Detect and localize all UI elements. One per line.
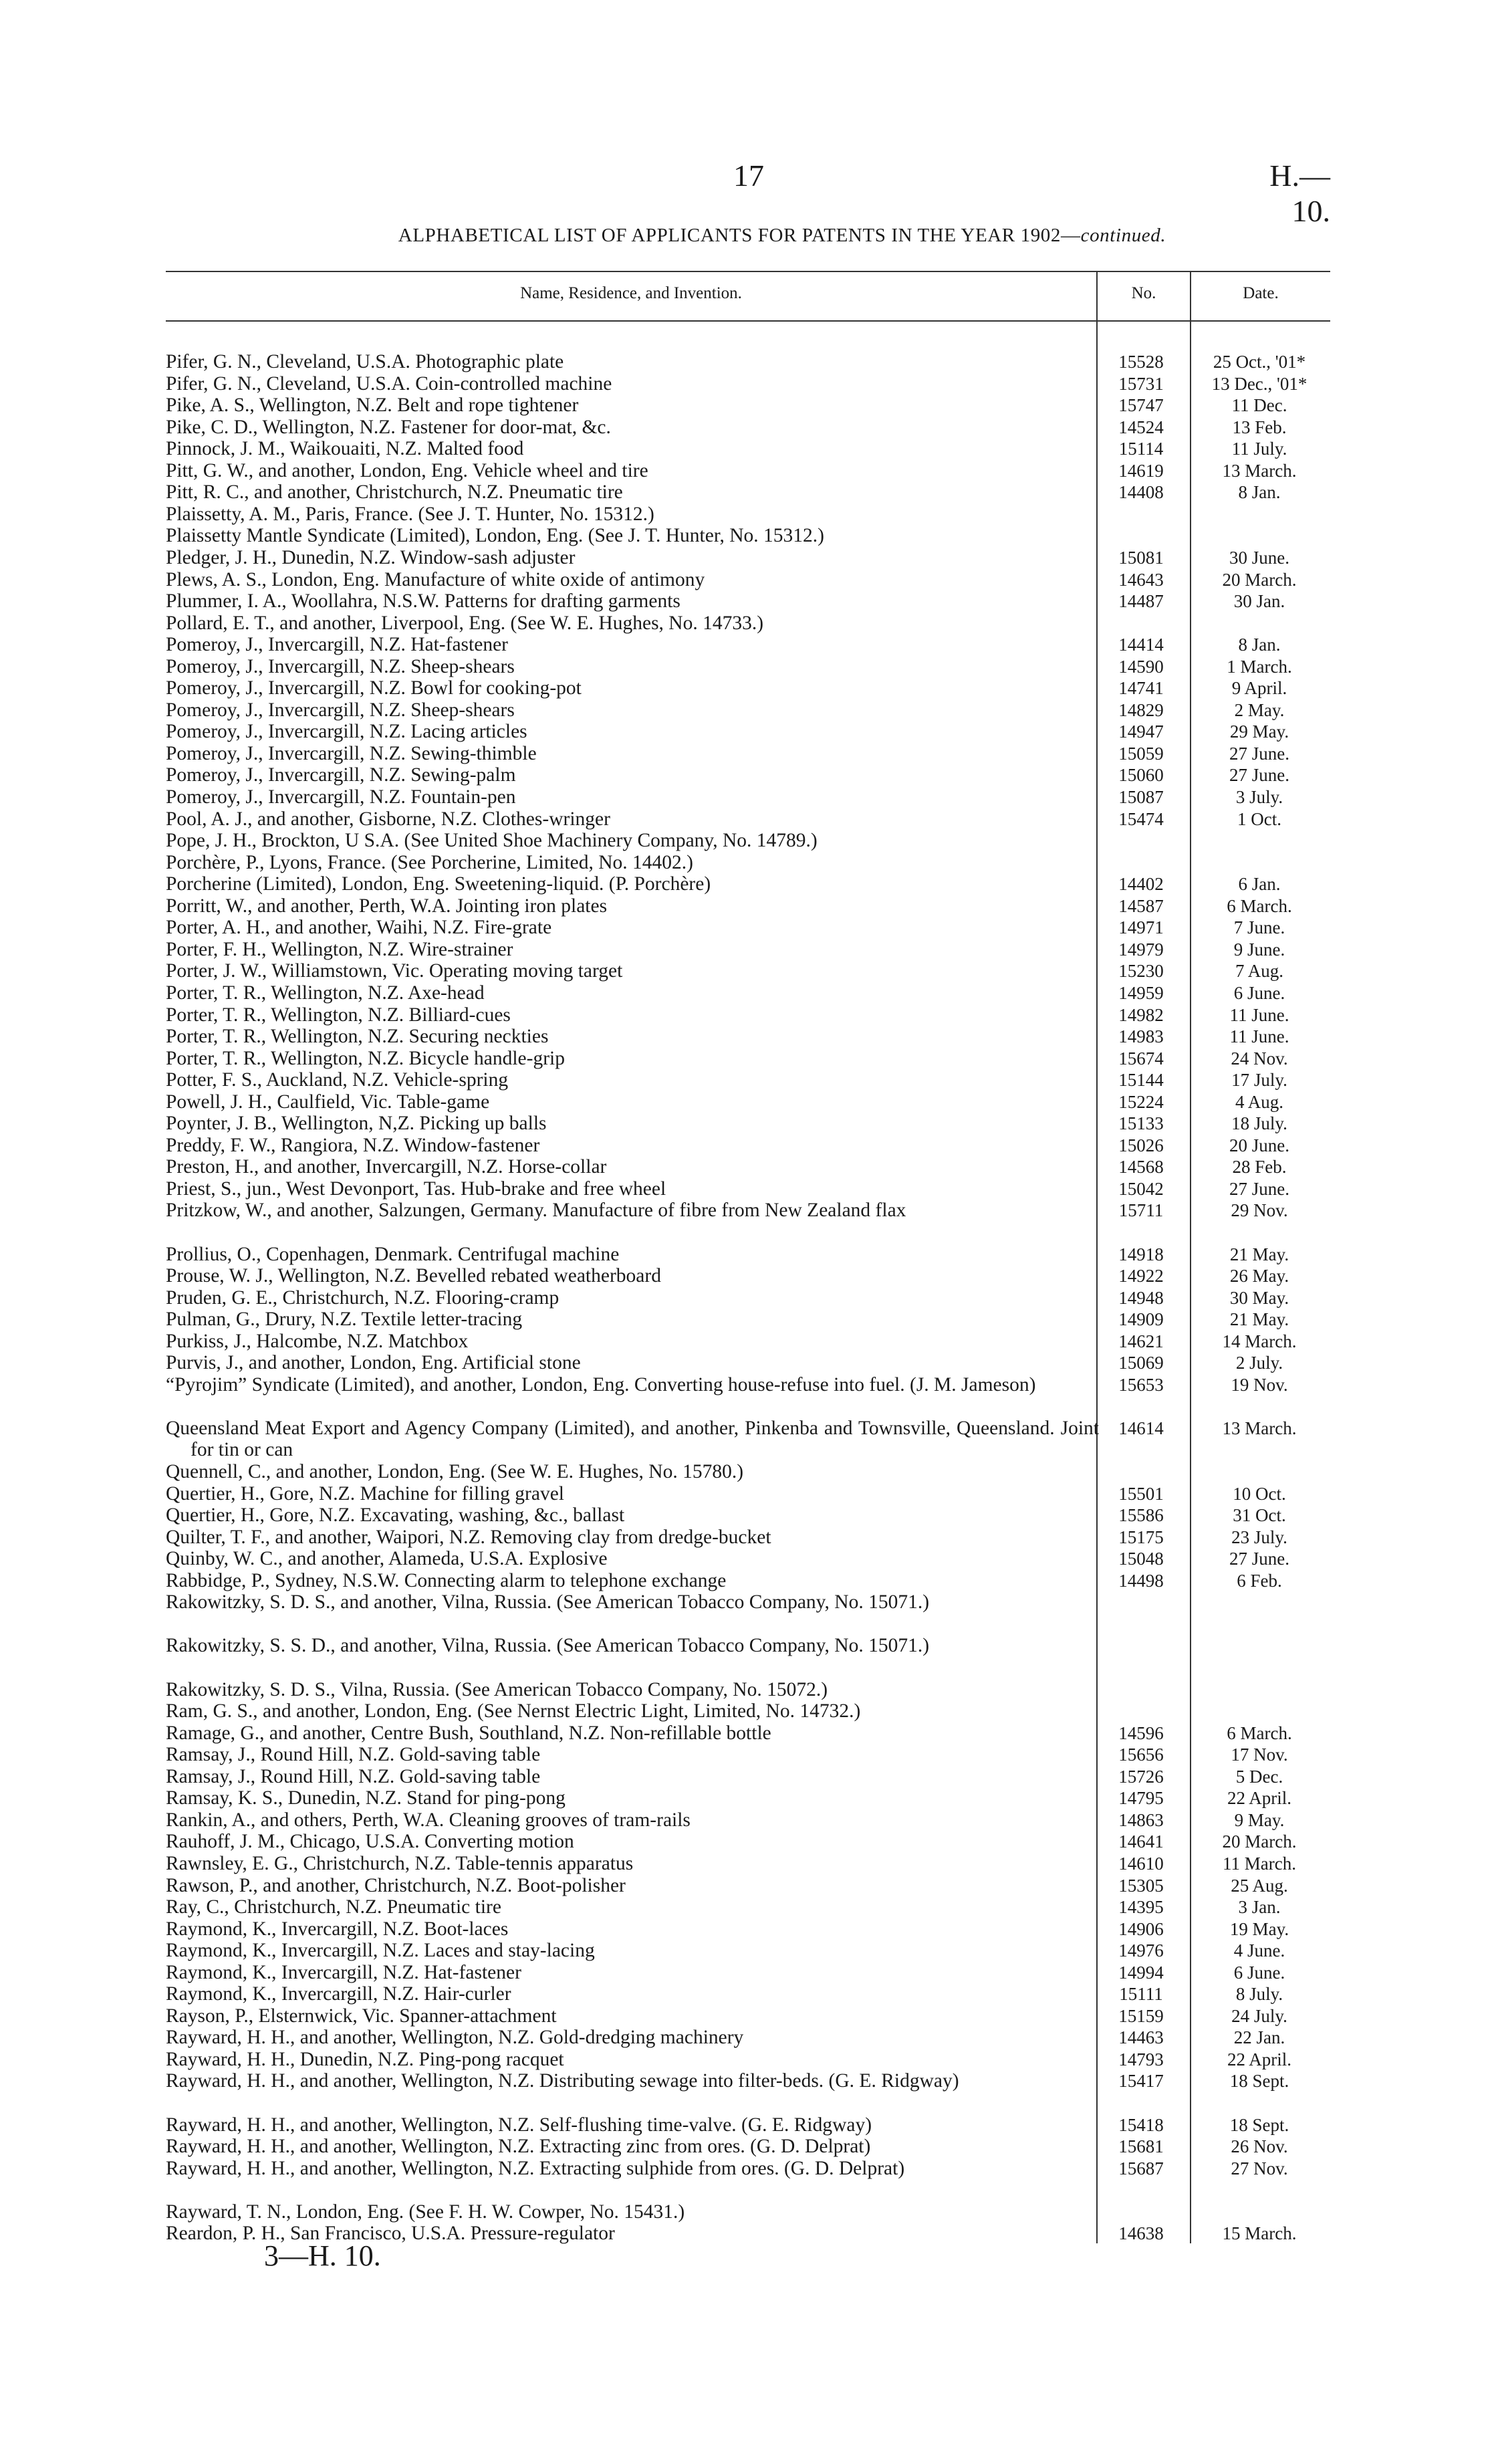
application-date: 13 March. [1222, 460, 1297, 481]
application-date: 25 Oct., '01* [1213, 352, 1306, 372]
patent-number: 14829 [1118, 699, 1164, 720]
application-date: 8 July. [1235, 1984, 1283, 2005]
applicant-entry: Porter, T. R., Wellington, N.Z. Securing neckties [166, 1026, 549, 1048]
applicant-entry: Plummer, I. A., Woollahra, N.S.W. Patterns for drafting garments [166, 590, 680, 612]
applicant-entry: Pulman, G., Drury, N.Z. Textile letter-tracing [166, 1309, 523, 1331]
application-date: 27 June. [1229, 1178, 1289, 1199]
application-date: 30 June. [1229, 547, 1289, 568]
application-date: 31 Oct. [1233, 1505, 1286, 1526]
applicant-entry: Ramsay, J., Round Hill, N.Z. Gold-saving table [166, 1765, 541, 1787]
page-number: 17 [733, 158, 764, 193]
application-date: 27 June. [1229, 743, 1289, 764]
application-date: 23 July. [1231, 1527, 1287, 1547]
patent-number: 14918 [1118, 1244, 1164, 1264]
application-date: 8 Jan. [1238, 635, 1281, 655]
applicant-entry: Raymond, K., Invercargill, N.Z. Boot-laces [166, 1918, 509, 1940]
patent-number: 14959 [1118, 982, 1164, 1003]
application-date: 6 Feb. [1237, 1570, 1282, 1591]
applicant-entry: Preston, H., and another, Invercargill, N.Z. Horse-collar [166, 1156, 607, 1178]
applicant-entry: Pomeroy, J., Invercargill, N.Z. Sewing-palm [166, 764, 516, 786]
applicant-entry: Purkiss, J., Halcombe, N.Z. Matchbox [166, 1330, 469, 1352]
applicant-entry: Pomeroy, J., Invercargill, N.Z. Bowl for cooking-pot [166, 677, 582, 699]
applicant-entry: Rayward, H. H., and another, Wellington, N.Z. Self-flushing time-valve. (G. E. Ridgway) [166, 2114, 872, 2136]
patent-number: 14971 [1118, 917, 1164, 938]
applicant-entry: Pomeroy, J., Invercargill, N.Z. Sheep-shears [166, 699, 515, 721]
patent-number: 15305 [1118, 1875, 1164, 1896]
patent-number: 14610 [1118, 1853, 1164, 1874]
patent-number: 15731 [1118, 373, 1164, 394]
patent-number: 15681 [1118, 2136, 1164, 2157]
application-date: 19 May. [1229, 1918, 1289, 1939]
application-date: 1 March. [1227, 656, 1292, 677]
applicant-entry: Ramage, G., and another, Centre Bush, Southland, N.Z. Non-refillable bottle [166, 1722, 771, 1744]
applicant-entry: Pomeroy, J., Invercargill, N.Z. Sheep-shears [166, 655, 515, 677]
applicant-entry: Ram, G. S., and another, London, Eng. (See Nernst Electric Light, Limited, No. 14732.) [166, 1700, 861, 1722]
applicant-entry: Potter, F. S., Auckland, N.Z. Vehicle-spring [166, 1069, 509, 1091]
column-header-name: Name, Residence, and Invention. [520, 284, 742, 302]
patent-number: 15042 [1118, 1178, 1164, 1199]
application-date: 24 July. [1231, 2005, 1287, 2026]
applicant-entry: Plews, A. S., London, Eng. Manufacture of white oxide of antimony [166, 568, 705, 590]
applicant-entry: Rankin, A., and others, Perth, W.A. Cleaning grooves of tram-rails [166, 1809, 691, 1831]
applicant-entry: Pool, A. J., and another, Gisborne, N.Z. Clothes-wringer [166, 808, 610, 830]
patent-number: 15059 [1118, 743, 1164, 764]
patent-number: 14568 [1118, 1157, 1164, 1178]
patent-number: 14641 [1118, 1831, 1164, 1852]
application-date: 13 Feb. [1232, 417, 1287, 437]
applicant-entry: Rayward, T. N., London, Eng. (See F. H. W. Cowper, No. 15431.) [166, 2201, 685, 2223]
applicant-entry: Rayward, H. H., and another, Wellington, N.Z. Extracting zinc from ores. (G. D. Delprat) [166, 2136, 871, 2158]
patent-number: 15726 [1118, 1766, 1164, 1787]
patent-number: 15653 [1118, 1374, 1164, 1395]
patent-number: 15060 [1118, 765, 1164, 786]
page-signature: 3—H. 10. [264, 2239, 381, 2272]
patent-number: 15674 [1118, 1048, 1164, 1069]
patent-number: 15144 [1118, 1070, 1164, 1091]
patent-number: 14619 [1118, 460, 1164, 481]
patent-number: 14795 [1118, 1788, 1164, 1809]
applicant-entry: Preddy, F. W., Rangiora, N.Z. Window-fastener [166, 1134, 540, 1156]
applicant-entry: Porter, T. R., Wellington, N.Z. Bicycle handle-grip [166, 1047, 565, 1069]
patent-number: 15656 [1118, 1745, 1164, 1765]
application-date: 11 Dec. [1231, 395, 1287, 416]
application-date: 25 Aug. [1231, 1875, 1288, 1896]
application-date: 9 May. [1234, 1809, 1285, 1830]
patent-number: 14498 [1118, 1570, 1164, 1591]
application-date: 17 July. [1231, 1070, 1287, 1091]
application-date: 29 May. [1229, 721, 1289, 742]
patent-number: 14906 [1118, 1918, 1164, 1939]
patent-number: 14408 [1118, 482, 1164, 503]
applicant-entry: Pike, C. D., Wellington, N.Z. Fastener for door-mat, &c. [166, 416, 611, 438]
application-date: 29 Nov. [1231, 1200, 1288, 1221]
application-date: 5 Dec. [1235, 1766, 1283, 1787]
applicant-entry: Pomeroy, J., Invercargill, N.Z. Lacing articles [166, 721, 527, 743]
applicant-entry: Quennell, C., and another, London, Eng. (See W. E. Hughes, No. 15780.) [166, 1461, 744, 1483]
patent-number: 14982 [1118, 1004, 1164, 1025]
applicant-entry: Poynter, J. B., Wellington, N,Z. Picking up balls [166, 1113, 547, 1135]
applicant-entry: Raymond, K., Invercargill, N.Z. Hair-curler [166, 1983, 511, 2005]
application-date: 14 March. [1222, 1331, 1297, 1351]
application-date: 3 July. [1235, 787, 1283, 807]
application-date: 27 June. [1229, 1549, 1289, 1569]
applicant-entry: Porter, F. H., Wellington, N.Z. Wire-strainer [166, 938, 513, 960]
application-date: 18 July. [1231, 1113, 1287, 1134]
applicant-entry: Rawnsley, E. G., Christchurch, N.Z. Table-tennis apparatus [166, 1852, 634, 1874]
patent-number: 14922 [1118, 1266, 1164, 1286]
applicant-entry: Prouse, W. J., Wellington, N.Z. Bevelled rebated weatherboard [166, 1265, 661, 1287]
patent-number: 14994 [1118, 1962, 1164, 1983]
application-date: 6 June. [1233, 982, 1285, 1003]
applicant-entry: Rayward, H. H., Dunedin, N.Z. Ping-pong racquet [166, 2048, 564, 2070]
application-date: 20 March. [1222, 1831, 1297, 1852]
patent-number: 14979 [1118, 939, 1164, 960]
application-date: 15 March. [1222, 2223, 1297, 2244]
applicant-entry: Rabbidge, P., Sydney, N.S.W. Connecting alarm to telephone exchange [166, 1569, 727, 1591]
applicant-entry: Priest, S., jun., West Devonport, Tas. Hub-brake and free wheel [166, 1178, 666, 1200]
patent-number: 14793 [1118, 2049, 1164, 2069]
applicant-entry: Plaissetty, A. M., Paris, France. (See J. T. Hunter, No. 15312.) [166, 503, 654, 525]
application-date: 4 Aug. [1235, 1091, 1283, 1112]
application-date: 22 April. [1227, 2049, 1291, 2069]
applicant-entry: “Pyrojim” Syndicate (Limited), and another, London, Eng. Converting house-refuse into fuel. (J. M. Jameson) [166, 1373, 1036, 1395]
applicant-entry: Pomeroy, J., Invercargill, N.Z. Hat-fastener [166, 634, 508, 656]
application-date: 20 March. [1222, 569, 1297, 590]
applicant-entry: Rayward, H. H., and another, Wellington, N.Z. Gold-dredging machinery [166, 2027, 744, 2049]
patent-number: 14463 [1118, 2027, 1164, 2048]
applicant-entry: Quertier, H., Gore, N.Z. Machine for filling gravel [166, 1482, 564, 1504]
patent-number: 14590 [1118, 656, 1164, 677]
applicant-entry: Pritzkow, W., and another, Salzungen, Germany. Manufacture of fibre from New Zealand flax [166, 1200, 906, 1222]
patent-number: 15133 [1118, 1113, 1164, 1134]
applicant-entry: Ramsay, K. S., Dunedin, N.Z. Stand for ping-pong [166, 1787, 566, 1809]
application-date: 6 June. [1233, 1962, 1285, 1983]
column-header-number: No. [1131, 284, 1156, 302]
application-date: 6 March. [1227, 895, 1292, 916]
patent-number: 15501 [1118, 1483, 1164, 1504]
application-date: 22 Jan. [1233, 2027, 1285, 2048]
applicant-entry: Quilter, T. F., and another, Waipori, N.Z. Removing clay from dredge-bucket [166, 1526, 771, 1548]
applicant-entry: Pifer, G. N., Cleveland, U.S.A. Coin-controlled machine [166, 372, 612, 395]
applicant-entry: Quertier, H., Gore, N.Z. Excavating, washing, &c., ballast [166, 1504, 625, 1527]
application-date: 6 March. [1227, 1722, 1292, 1743]
applicant-entry: Rakowitzky, S. S. D., and another, Vilna, Russia. (See American Tobacco Company, No. 15071.) [166, 1635, 930, 1657]
application-date: 18 Sept. [1229, 2071, 1289, 2092]
applicant-entry: Porter, T. R., Wellington, N.Z. Billiard-cues [166, 1004, 511, 1026]
patent-number: 14614 [1118, 1418, 1164, 1438]
application-date: 11 March. [1223, 1853, 1296, 1874]
patent-number: 14487 [1118, 591, 1164, 612]
patent-number: 15048 [1118, 1549, 1164, 1569]
application-date: 28 Feb. [1232, 1157, 1287, 1178]
patent-number: 15230 [1118, 961, 1164, 982]
applicant-entry: Pomeroy, J., Invercargill, N.Z. Fountain-pen [166, 786, 516, 808]
applicant-entry: Pruden, G. E., Christchurch, N.Z. Flooring-cramp [166, 1286, 560, 1309]
patent-number: 15528 [1118, 352, 1164, 372]
application-date: 17 Nov. [1231, 1745, 1288, 1765]
applicant-entry: Pitt, G. W., and another, London, Eng. Vehicle wheel and tire [166, 459, 648, 481]
applicant-entry: Rauhoff, J. M., Chicago, U.S.A. Converting motion [166, 1831, 574, 1853]
patent-number: 14909 [1118, 1309, 1164, 1330]
patent-number: 15069 [1118, 1353, 1164, 1373]
applicant-entry: Plaissetty Mantle Syndicate (Limited), London, Eng. (See J. T. Hunter, No. 15312.) [166, 525, 824, 547]
patent-number: 15747 [1118, 395, 1164, 416]
caption-continued: continued. [1080, 225, 1166, 246]
patent-number: 15586 [1118, 1505, 1164, 1526]
applicant-entry: Queensland Meat Export and Agency Company (Limited), and another, Pinkenba and Townsville, Queensland. Joint for tin or can [166, 1417, 1099, 1461]
application-date: 18 Sept. [1229, 2114, 1289, 2135]
patent-number: 15175 [1118, 1527, 1164, 1547]
patent-number: 14863 [1118, 1809, 1164, 1830]
patent-number: 14587 [1118, 895, 1164, 916]
applicant-entry: Pike, A. S., Wellington, N.Z. Belt and rope tightener [166, 395, 579, 417]
application-date: 20 June. [1229, 1135, 1289, 1155]
application-date: 7 Aug. [1235, 961, 1283, 982]
applicant-entry: Raymond, K., Invercargill, N.Z. Hat-fastener [166, 1961, 521, 1983]
applicant-entry: Ramsay, J., Round Hill, N.Z. Gold-saving table [166, 1744, 541, 1766]
applicant-entry: Porter, J. W., Williamstown, Vic. Operating moving target [166, 960, 623, 982]
application-date: 22 April. [1227, 1788, 1291, 1809]
patent-number: 14414 [1118, 635, 1164, 655]
applicant-entry: Pollard, E. T., and another, Liverpool, Eng. (See W. E. Hughes, No. 14733.) [166, 612, 764, 634]
patent-number: 15417 [1118, 2071, 1164, 2092]
patent-number: 15474 [1118, 808, 1164, 829]
application-date: 8 Jan. [1238, 482, 1281, 503]
application-date: 3 Jan. [1238, 1897, 1281, 1918]
patent-number: 14638 [1118, 2223, 1164, 2244]
applicant-entry: Pope, J. H., Brockton, U S.A. (See United Shoe Machinery Company, No. 14789.) [166, 830, 818, 852]
applicant-entry: Ray, C., Christchurch, N.Z. Pneumatic tire [166, 1896, 501, 1918]
patent-number: 14741 [1118, 678, 1164, 699]
applicant-entry: Pifer, G. N., Cleveland, U.S.A. Photographic plate [166, 351, 564, 372]
application-date: 24 Nov. [1231, 1048, 1288, 1069]
application-date: 11 June. [1229, 1004, 1289, 1025]
patent-number: 14947 [1118, 721, 1164, 742]
applicant-entry: Raymond, K., Invercargill, N.Z. Laces and stay-lacing [166, 1940, 595, 1962]
patent-number: 14948 [1118, 1287, 1164, 1308]
application-date: 2 May. [1234, 699, 1285, 720]
patent-number: 15026 [1118, 1135, 1164, 1155]
application-date: 13 Dec., '01* [1211, 373, 1308, 394]
patent-number: 14621 [1118, 1331, 1164, 1351]
patent-number: 15224 [1118, 1091, 1164, 1112]
patent-number: 14643 [1118, 569, 1164, 590]
column-header-date: Date. [1243, 284, 1279, 302]
patent-number: 14976 [1118, 1940, 1164, 1961]
application-date: 13 March. [1222, 1418, 1297, 1438]
applicant-entry: Rayward, H. H., and another, Wellington, N.Z. Distributing sewage into filter-beds. (G. E. Ridgway) [166, 2070, 959, 2092]
applicant-entry: Pitt, R. C., and another, Christchurch, N.Z. Pneumatic tire [166, 481, 623, 503]
applicant-entry: Rayson, P., Elsternwick, Vic. Spanner-attachment [166, 2005, 557, 2027]
patent-number: 15111 [1119, 1984, 1163, 2005]
application-date: 9 April. [1231, 678, 1287, 699]
patent-number: 15087 [1118, 787, 1164, 807]
application-date: 26 May. [1229, 1266, 1289, 1286]
patent-number: 15159 [1118, 2005, 1164, 2026]
application-date: 27 June. [1229, 765, 1289, 786]
applicant-entry: Pomeroy, J., Invercargill, N.Z. Sewing-thimble [166, 742, 537, 764]
applicant-entry: Porritt, W., and another, Perth, W.A. Jointing iron plates [166, 895, 608, 917]
patent-number: 15711 [1118, 1200, 1164, 1221]
application-date: 6 Jan. [1238, 874, 1281, 895]
application-date: 11 July. [1231, 439, 1287, 459]
applicant-entry: Purvis, J., and another, London, Eng. Artificial stone [166, 1352, 581, 1374]
applicant-entry: Porchère, P., Lyons, France. (See Porcherine, Limited, No. 14402.) [166, 851, 693, 873]
applicant-entry: Prollius, O., Copenhagen, Denmark. Centrifugal machine [166, 1243, 620, 1265]
application-date: 4 June. [1233, 1940, 1285, 1961]
applicant-entry: Rawson, P., and another, Christchurch, N.Z. Boot-polisher [166, 1874, 626, 1896]
patent-number: 15114 [1118, 439, 1164, 459]
patent-number: 15081 [1118, 547, 1164, 568]
patent-number: 15418 [1118, 2114, 1164, 2135]
application-date: 1 Oct. [1237, 808, 1281, 829]
applicant-entry: Reardon, P. H., San Francisco, U.S.A. Pressure-regulator [166, 2223, 615, 2245]
patent-number: 14402 [1118, 874, 1164, 895]
applicant-entry: Rayward, H. H., and another, Wellington, N.Z. Extracting sulphide from ores. (G. D. Delprat) [166, 2157, 905, 2179]
application-date: 21 May. [1229, 1244, 1289, 1264]
application-date: 7 June. [1233, 917, 1285, 938]
applicant-entry: Porcherine (Limited), London, Eng. Sweetening-liquid. (P. Porchère) [166, 873, 711, 895]
application-date: 2 July. [1235, 1353, 1283, 1373]
patent-number: 14983 [1118, 1026, 1164, 1047]
application-date: 11 June. [1229, 1026, 1289, 1047]
patent-number: 14596 [1118, 1722, 1164, 1743]
document-reference: H.—10. [1269, 158, 1330, 228]
patent-number: 14395 [1118, 1897, 1164, 1918]
application-date: 10 Oct. [1233, 1483, 1286, 1504]
application-date: 21 May. [1229, 1309, 1289, 1330]
patent-number: 15687 [1118, 2158, 1164, 2178]
applicant-entry: Rakowitzky, S. D. S., and another, Vilna, Russia. (See American Tobacco Company, No. 15071.) [166, 1591, 930, 1613]
application-date: 30 Jan. [1233, 591, 1285, 612]
application-date: 30 May. [1229, 1287, 1289, 1308]
application-date: 27 Nov. [1231, 2158, 1288, 2178]
application-date: 26 Nov. [1231, 2136, 1288, 2157]
applicant-entry: Pinnock, J. M., Waikouaiti, N.Z. Malted food [166, 438, 524, 460]
applicant-entry: Rakowitzky, S. D. S., Vilna, Russia. (See American Tobacco Company, No. 15072.) [166, 1678, 828, 1700]
patent-number: 14524 [1118, 417, 1164, 437]
caption-main: ALPHABETICAL LIST OF APPLICANTS FOR PATENTS IN THE YEAR 1902— [398, 225, 1081, 246]
applicant-entry: Pledger, J. H., Dunedin, N.Z. Window-sash adjuster [166, 546, 576, 568]
applicant-entry: Quinby, W. C., and another, Alameda, U.S.A. Explosive [166, 1548, 608, 1570]
application-date: 9 June. [1233, 939, 1285, 960]
applicant-entry: Porter, T. R., Wellington, N.Z. Axe-head [166, 982, 485, 1004]
applicant-entry: Powell, J. H., Caulfield, Vic. Table-game [166, 1091, 490, 1113]
application-date: 19 Nov. [1231, 1374, 1288, 1395]
applicant-entry: Porter, A. H., and another, Waihi, N.Z. Fire-grate [166, 917, 552, 939]
